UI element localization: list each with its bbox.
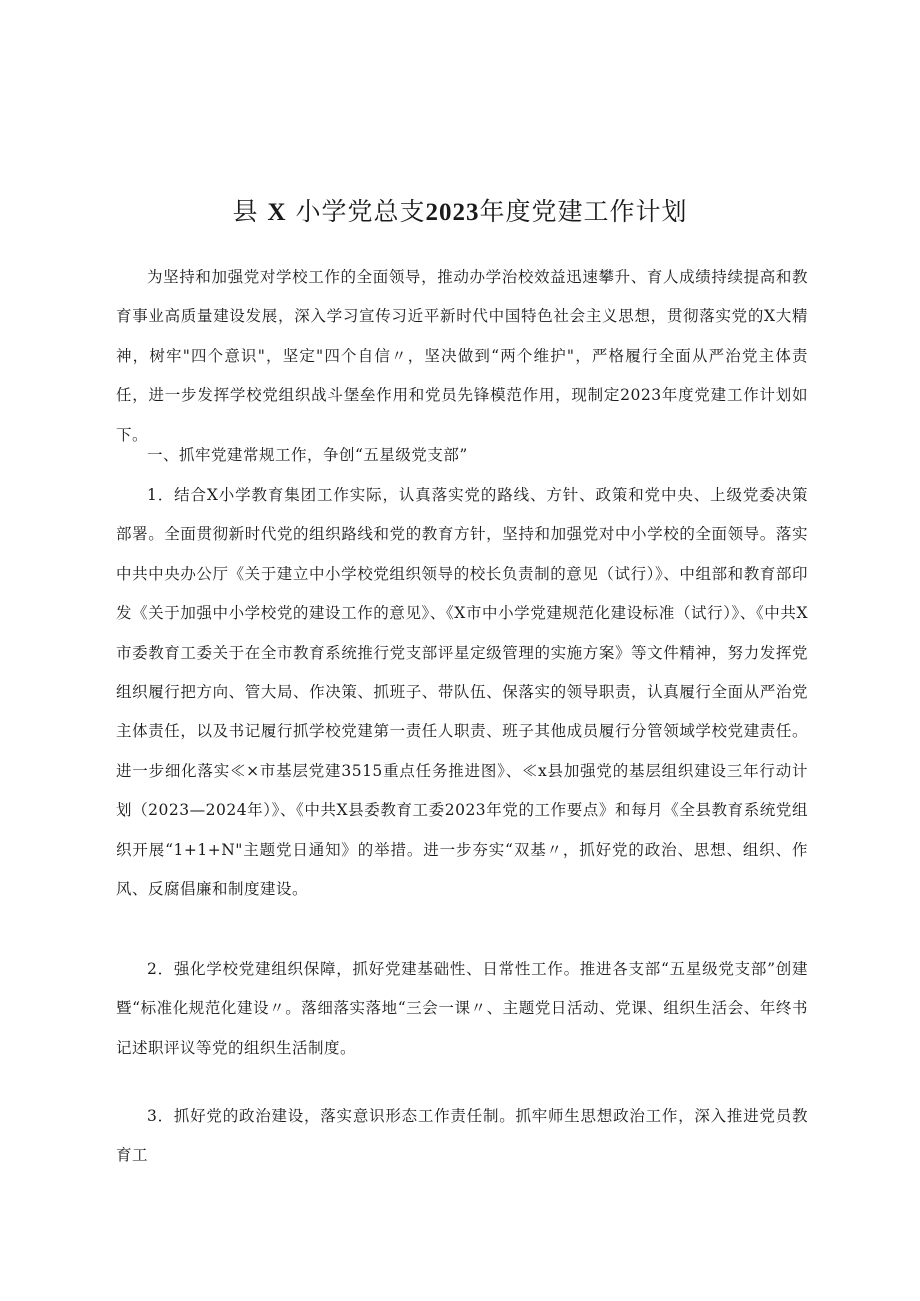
item-3-paragraph: 3．抓好党的政治建设，落实意识形态工作责任制。抓牢师生思想政治工作，深入推进党员教育工 <box>116 1107 808 1165</box>
intro-paragraph: 为坚持和加强党对学校工作的全面领导，推动办学治校效益迅速攀升、育人成绩持续提高和教育事业高质量建设发展，深入学习宣传习近平新时代中国特色社会主义思想，贯彻落实党的X大精神，树牢"四个意识"，坚定"四个自信〃，坚决做到“两个维护"，严格履行全面从严治党主体责任，进一步发挥学校党组织战斗堡垒作用和党员先锋模范作用，现制定2023年度党建工作计划如下。 <box>116 268 808 444</box>
item-2-paragraph: 2．强化学校党建组织保障，抓好党建基础性、日常性工作。推进各支部“五星级党支部”创建暨“标准化规范化建设〃。落细落实落地“三会一课〃、主题党日活动、党课、组织生活会、年终书记述职评议等党的组织生活制度。 <box>116 960 808 1057</box>
title-part-school: 小学党总支 <box>295 197 426 226</box>
title-part-county: 县 <box>232 197 259 226</box>
document-title <box>0 192 920 233</box>
title-part-year: 2023 <box>425 199 480 226</box>
section-1-heading: 一、抓牢党建常规工作，争创“五星级党支部” <box>147 446 468 464</box>
title-part-plan: 年度党建工作计划 <box>479 197 688 226</box>
title-part-x: X <box>267 199 287 226</box>
item-1-paragraph: 1．结合X小学教育集团工作实际，认真落实党的路线、方针、政策和党中央、上级党委决策部署。全面贯彻新时代党的组织路线和党的教育方针，坚持和加强党对中小学校的全面领导。落实中共中央办公厅《关于建立中小学校党组织领导的校长负责制的意见（试行）》、中组部和教育部印发《关于加强中小学校党的建设工作的意见》、《X市中小学党建规范化建设标准（试行）》、《中共X市委教育工委关于在全市教育系统推行党支部评星定级管理的实施方案》等文件精神，努力发挥党组织履行把方向、管大局、作决策、抓班子、带队伍、保落实的领导职责，认真履行全面从严治党主体责任，以及书记履行抓学校党建第一责任人职责、班子其他成员履行分管领域学校党建责任。进一步细化落实≪×市基层党建3515重点任务推进图》、≪x县加强党的基层组织建设三年行动计划（2023—2024年）》、《中共X县委教育工委2023年党的工作要点》和每月《全县教育系统党组织开展“1+1+N"主题党日通知》的举措。进一步夯实“双基〃，抓好党的政治、思想、组织、作风、反腐倡廉和制度建设。 <box>116 486 808 899</box>
